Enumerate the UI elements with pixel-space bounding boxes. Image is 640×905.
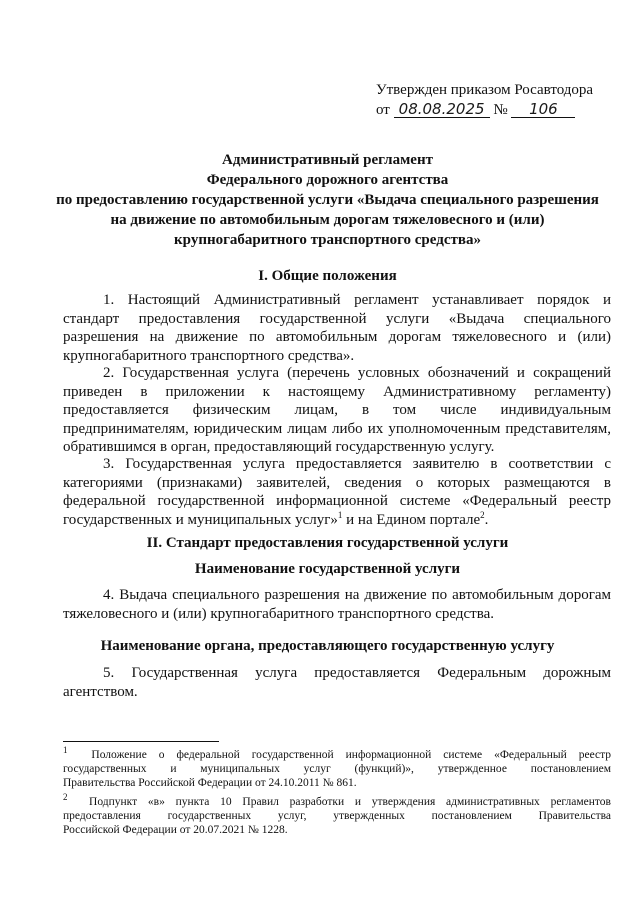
title-line: по предоставлению государственной услуги «Выдача специального разрешения <box>56 192 599 208</box>
paragraph-line: 1. Настоящий Административный регламент устанавливает порядок и <box>103 292 611 308</box>
footnote-line: государственных и муниципальных услуг (функций)», утвержденное постановлением <box>63 763 611 775</box>
title-line: крупногабаритного транспортного средства» <box>174 232 481 248</box>
paragraph-line: приведен в приложении к настоящему Административному регламенту) <box>63 383 611 400</box>
footnote-ref-1[interactable]: 1 <box>337 509 343 520</box>
paragraph-line: обратившимся в орган, предоставляющий государственную услугу. <box>63 439 495 455</box>
paragraph-line: стандарт предоставления государственной услуги «Выдача специального <box>63 310 611 327</box>
footnote-ref-2[interactable]: 2 <box>480 509 485 520</box>
paragraph-line <box>63 511 611 530</box>
subsection-heading: Наименование государственной услуги <box>194 561 461 577</box>
approval-date-row <box>376 100 616 120</box>
paragraph-line: 2. Государственная услуга (перечень условных обозначений и сокращений <box>103 365 611 381</box>
footnote-line <box>63 792 611 809</box>
section-1-heading: I. Общие положения <box>258 268 397 284</box>
footnote-line <box>63 745 611 762</box>
footnote-mark: 2 <box>63 792 68 803</box>
paragraph-5 <box>63 664 611 701</box>
paragraph-line: предоставляется физическим лицам, в том числе индивидуальным <box>63 402 611 418</box>
paragraph-line: федеральной государственной информационной системе «Федеральный реестр <box>63 493 611 509</box>
footnote-line: Российской Федерации от 20.07.2021 № 1228. <box>63 824 288 836</box>
footnote-mark: 1 <box>63 745 68 756</box>
paragraph-line: предпринимателям, юридическим лицам либо их уполномоченным представителям, <box>63 420 611 437</box>
footnote-2 <box>63 792 611 837</box>
paragraph-1 <box>63 291 611 365</box>
title-line: Административный регламент <box>222 152 433 168</box>
approval-date: 08.08.2025 <box>394 101 490 118</box>
paragraph-line: разрешения на движение по автомобильным дорогам тяжеловесного и (или) <box>63 329 611 345</box>
approval-block <box>376 80 616 120</box>
paragraph-line: 3. Государственная услуга предоставляется заявителю в соответствии с <box>103 456 611 472</box>
footnote-line: Правительства Российской Федерации от 24.10.2011 № 861. <box>63 777 357 789</box>
paragraph-line: 4. Выдача специального разрешения на движение по автомобильным дорогам <box>103 587 611 603</box>
paragraph-text: . <box>484 511 489 528</box>
paragraph-line: категориями (признаками) заявителей, сведения о которых размещаются в <box>63 474 611 491</box>
paragraph-2 <box>63 364 611 457</box>
approval-number: 106 <box>511 101 575 118</box>
approval-line: Утвержден приказом Росавтодора <box>376 82 594 98</box>
document-title <box>40 150 615 250</box>
paragraph-text: и на Едином портале <box>342 511 481 528</box>
paragraph-line: тяжеловесного и (или) крупногабаритного транспортного средства. <box>63 605 495 622</box>
footnote-line: предоставления государственных услуг, утвержденных постановлением Правительства <box>63 810 611 822</box>
section-2-heading: II. Стандарт предоставления государственной услуги <box>146 535 509 551</box>
footnote-text: Подпункт «в» пункта 10 Правил разработки и утверждения административных регламентов <box>89 796 611 808</box>
paragraph-line: крупногабаритного транспортного средства». <box>63 347 355 364</box>
title-line: Федерального дорожного агентства <box>206 172 449 188</box>
paragraph-line: 5. Государственная услуга предоставляется Федеральным дорожным <box>103 665 611 681</box>
paragraph-text: государственных и муниципальных услуг» <box>63 511 338 528</box>
subsection-heading: Наименование органа, предоставляющего государственную услугу <box>100 638 555 654</box>
approval-from-label: от <box>376 102 390 118</box>
paragraph-line: агентством. <box>63 683 138 700</box>
footnote-divider <box>63 741 219 742</box>
paragraph-4 <box>63 586 611 623</box>
approval-number-label: № <box>493 102 508 118</box>
title-line: на движение по автомобильным дорогам тяжеловесного и (или) <box>110 212 545 228</box>
paragraph-3 <box>63 455 611 529</box>
footnote-text: Положение о федеральной государственной информационной системе «Федеральный реестр <box>91 749 611 761</box>
footnote-1 <box>63 745 611 790</box>
